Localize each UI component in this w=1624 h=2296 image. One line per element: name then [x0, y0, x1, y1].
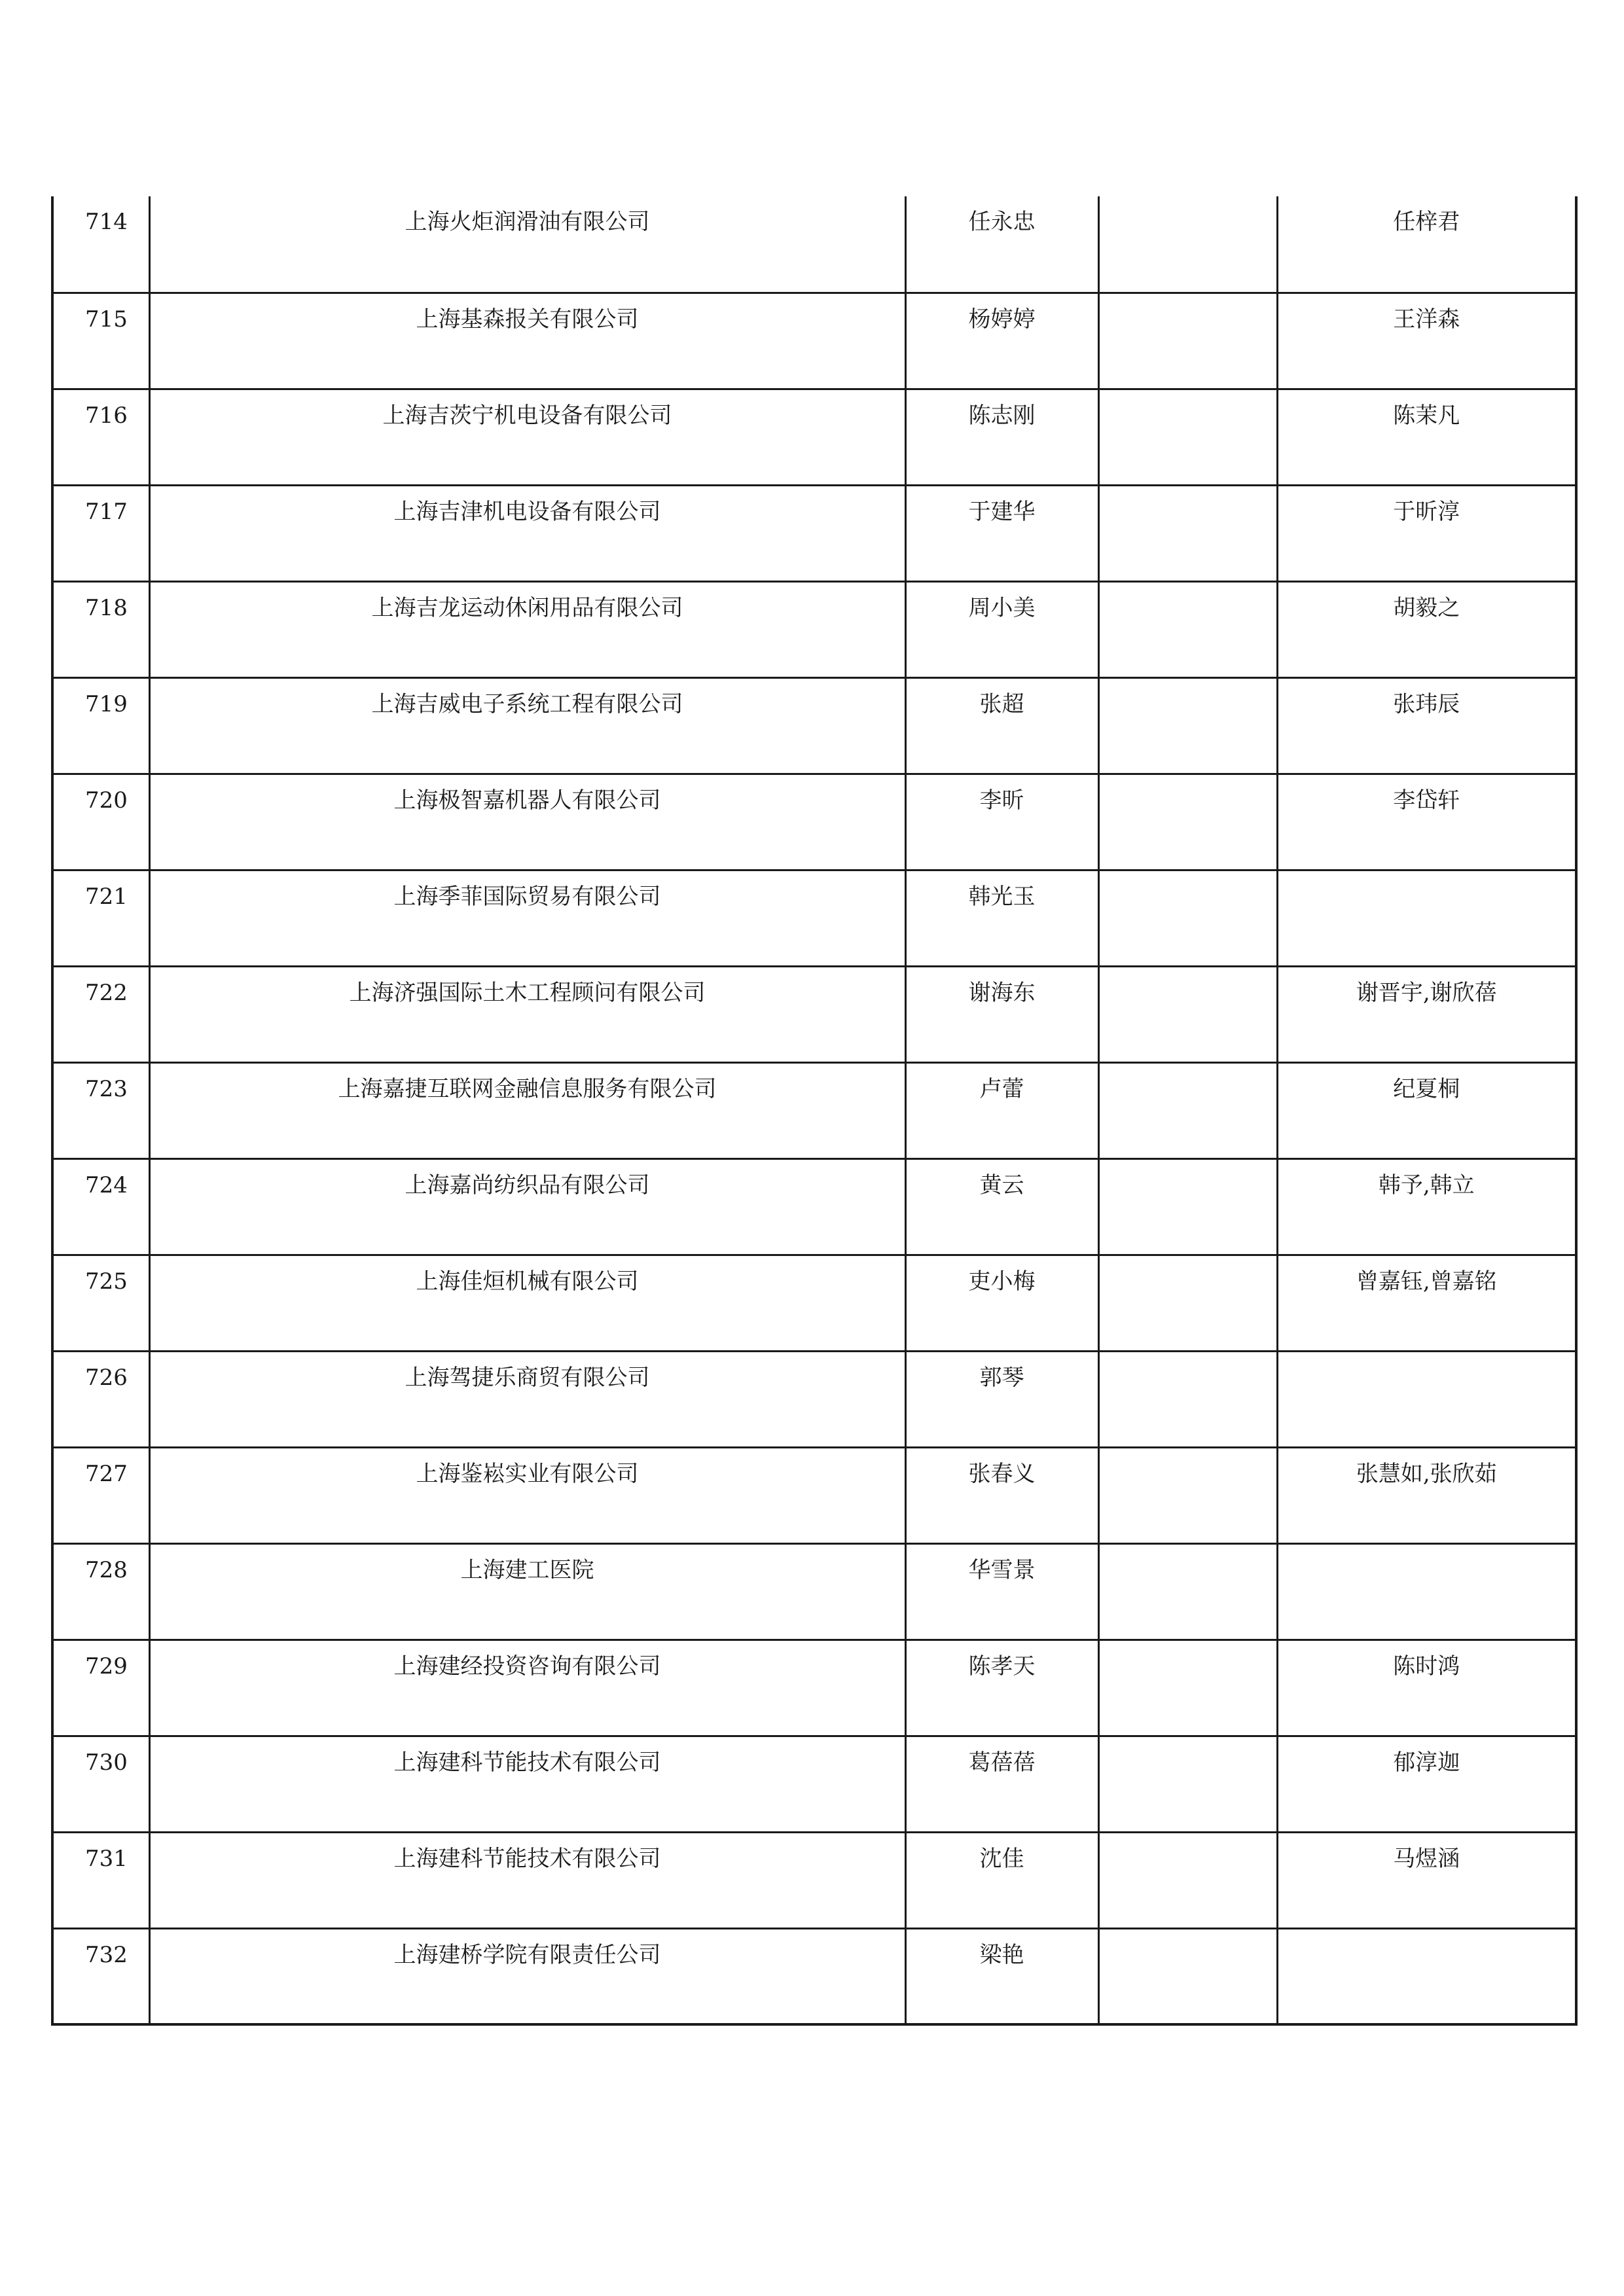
row-number: 717	[52, 485, 149, 581]
table-row	[52, 1640, 1576, 1736]
contact-person: 郭琴	[905, 1351, 1098, 1447]
contact-person: 葛蓓蓓	[905, 1736, 1098, 1832]
company-name: 上海吉茨宁机电设备有限公司	[149, 389, 905, 485]
empty-cell	[1098, 1351, 1277, 1447]
contact-person: 黄云	[905, 1158, 1098, 1255]
table-row	[52, 1736, 1576, 1832]
contact-person: 沈佳	[905, 1832, 1098, 1928]
family-members: 陈时鸿	[1277, 1640, 1576, 1736]
table-row	[52, 389, 1576, 485]
company-name: 上海建经投资咨询有限公司	[149, 1640, 905, 1736]
table-row	[52, 1832, 1576, 1928]
family-members	[1277, 1351, 1576, 1447]
contact-person: 张春义	[905, 1447, 1098, 1543]
empty-cell	[1098, 1736, 1277, 1832]
contact-person: 梁艳	[905, 1928, 1098, 2024]
row-number: 731	[52, 1832, 149, 1928]
empty-cell	[1098, 1447, 1277, 1543]
family-members: 纪夏桐	[1277, 1062, 1576, 1158]
family-members: 马煜涵	[1277, 1832, 1576, 1928]
company-name: 上海火炬润滑油有限公司	[149, 196, 905, 293]
roster-body	[52, 196, 1576, 2024]
table-row	[52, 1351, 1576, 1447]
family-members: 郁淳迦	[1277, 1736, 1576, 1832]
row-number: 727	[52, 1447, 149, 1543]
row-number: 732	[52, 1928, 149, 2024]
empty-cell	[1098, 774, 1277, 870]
row-number: 726	[52, 1351, 149, 1447]
family-members: 王洋森	[1277, 293, 1576, 389]
table-row	[52, 293, 1576, 389]
company-name: 上海建桥学院有限责任公司	[149, 1928, 905, 2024]
company-name: 上海季菲国际贸易有限公司	[149, 870, 905, 966]
contact-person: 杨婷婷	[905, 293, 1098, 389]
table-row	[52, 1928, 1576, 2024]
table-row	[52, 1255, 1576, 1351]
empty-cell	[1098, 1062, 1277, 1158]
contact-person: 陈孝天	[905, 1640, 1098, 1736]
contact-person: 张超	[905, 677, 1098, 774]
empty-cell	[1098, 389, 1277, 485]
row-number: 730	[52, 1736, 149, 1832]
family-members: 任梓君	[1277, 196, 1576, 293]
company-name: 上海鉴崧实业有限公司	[149, 1447, 905, 1543]
empty-cell	[1098, 870, 1277, 966]
roster-table	[51, 196, 1578, 2026]
table-row	[52, 196, 1576, 293]
row-number: 725	[52, 1255, 149, 1351]
row-number: 729	[52, 1640, 149, 1736]
empty-cell	[1098, 1832, 1277, 1928]
family-members: 于昕淳	[1277, 485, 1576, 581]
empty-cell	[1098, 485, 1277, 581]
company-name: 上海吉威电子系统工程有限公司	[149, 677, 905, 774]
row-number: 716	[52, 389, 149, 485]
row-number: 724	[52, 1158, 149, 1255]
contact-person: 卢蕾	[905, 1062, 1098, 1158]
contact-person: 华雪景	[905, 1543, 1098, 1640]
row-number: 715	[52, 293, 149, 389]
family-members: 李岱轩	[1277, 774, 1576, 870]
row-number: 720	[52, 774, 149, 870]
table-row	[52, 677, 1576, 774]
empty-cell	[1098, 1158, 1277, 1255]
empty-cell	[1098, 293, 1277, 389]
contact-person: 任永忠	[905, 196, 1098, 293]
family-members: 胡毅之	[1277, 581, 1576, 677]
row-number: 719	[52, 677, 149, 774]
family-members: 陈茉凡	[1277, 389, 1576, 485]
company-name: 上海建科节能技术有限公司	[149, 1736, 905, 1832]
table-row	[52, 1158, 1576, 1255]
company-name: 上海极智嘉机器人有限公司	[149, 774, 905, 870]
contact-person: 陈志刚	[905, 389, 1098, 485]
table-row	[52, 870, 1576, 966]
family-members: 张慧如,张欣茹	[1277, 1447, 1576, 1543]
company-name: 上海建工医院	[149, 1543, 905, 1640]
row-number: 721	[52, 870, 149, 966]
company-name: 上海嘉尚纺织品有限公司	[149, 1158, 905, 1255]
empty-cell	[1098, 677, 1277, 774]
empty-cell	[1098, 196, 1277, 293]
family-members	[1277, 1543, 1576, 1640]
table-row	[52, 966, 1576, 1062]
empty-cell	[1098, 966, 1277, 1062]
empty-cell	[1098, 1928, 1277, 2024]
contact-person: 吏小梅	[905, 1255, 1098, 1351]
company-name: 上海吉龙运动休闲用品有限公司	[149, 581, 905, 677]
table-row	[52, 581, 1576, 677]
table-row	[52, 774, 1576, 870]
row-number: 718	[52, 581, 149, 677]
empty-cell	[1098, 1255, 1277, 1351]
table-row	[52, 485, 1576, 581]
row-number: 728	[52, 1543, 149, 1640]
table-row	[52, 1062, 1576, 1158]
company-name: 上海驾捷乐商贸有限公司	[149, 1351, 905, 1447]
family-members	[1277, 1928, 1576, 2024]
contact-person: 韩光玉	[905, 870, 1098, 966]
empty-cell	[1098, 1543, 1277, 1640]
company-name: 上海济强国际土木工程顾问有限公司	[149, 966, 905, 1062]
empty-cell	[1098, 1640, 1277, 1736]
family-members: 张玮辰	[1277, 677, 1576, 774]
empty-cell	[1098, 581, 1277, 677]
family-members	[1277, 870, 1576, 966]
contact-person: 周小美	[905, 581, 1098, 677]
contact-person: 李昕	[905, 774, 1098, 870]
company-name: 上海基森报关有限公司	[149, 293, 905, 389]
row-number: 722	[52, 966, 149, 1062]
row-number: 723	[52, 1062, 149, 1158]
family-members: 韩予,韩立	[1277, 1158, 1576, 1255]
company-name: 上海嘉捷互联网金融信息服务有限公司	[149, 1062, 905, 1158]
company-name: 上海吉津机电设备有限公司	[149, 485, 905, 581]
company-name: 上海佳烜机械有限公司	[149, 1255, 905, 1351]
family-members: 谢晋宇,谢欣蓓	[1277, 966, 1576, 1062]
table-row	[52, 1543, 1576, 1640]
table-row	[52, 1447, 1576, 1543]
contact-person: 谢海东	[905, 966, 1098, 1062]
contact-person: 于建华	[905, 485, 1098, 581]
company-name: 上海建科节能技术有限公司	[149, 1832, 905, 1928]
row-number: 714	[52, 196, 149, 293]
family-members: 曾嘉钰,曾嘉铭	[1277, 1255, 1576, 1351]
